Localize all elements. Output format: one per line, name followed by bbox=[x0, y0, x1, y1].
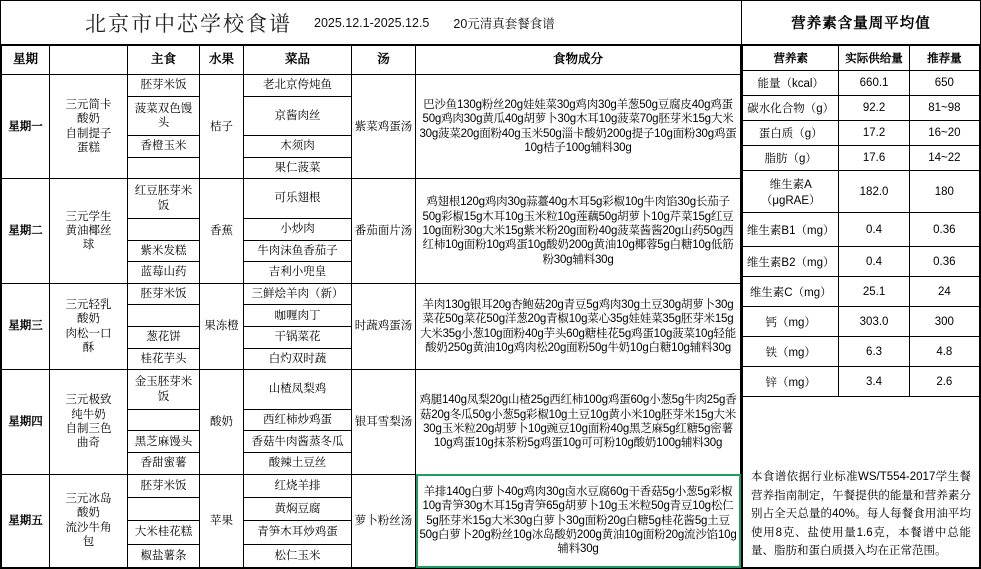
dessert-cell: 三元极致 纯牛奶 自制三色 曲奇 bbox=[50, 370, 128, 474]
nutrient-name: 碳水化合物（g） bbox=[743, 96, 839, 121]
page-title: 北京市中芯学校食谱 bbox=[85, 11, 292, 36]
menu-header bbox=[1, 1, 741, 45]
nutrient-recommended: 81~98 bbox=[909, 96, 979, 121]
nutrition-header-row bbox=[743, 46, 980, 71]
fruit-cell: 桔子 bbox=[200, 75, 244, 179]
staple-item bbox=[128, 497, 200, 520]
staple-item: 菠菜双色馒头 bbox=[128, 96, 200, 136]
nutrition-panel bbox=[741, 0, 981, 569]
col-header-nutrient: 营养素 bbox=[743, 46, 839, 71]
staple-item: 蓝莓山药 bbox=[128, 262, 200, 284]
ingredients-cell: 鸡腿140g凤梨20g山楂25g西红柿100g鸡蛋60g小葱5g牛肉25g香菇20g冬瓜50g小葱5g彩椒10g土豆10g黄小米10g胚芽米15g大米30g玉米粒20g胡萝卜10g豌豆10g面粉40g黑芝麻5g红糖5g密薯10g鸡蛋10g抹茶粉5g鸡蛋10g可可粉10g酸奶100g辅料30g bbox=[416, 370, 741, 474]
nutrient-recommended: 24 bbox=[909, 277, 979, 307]
set-meal-label: 20元清真套餐食谱 bbox=[453, 16, 555, 31]
staple-item: 桂花芋头 bbox=[128, 348, 200, 370]
nutrient-recommended: 16~20 bbox=[909, 121, 979, 146]
dish-item: 青笋木耳炒鸡蛋 bbox=[244, 521, 352, 544]
ingredients-cell-highlighted: 羊排140g白萝卜40g鸡肉30g卤水豆腐60g干香菇5g小葱5g彩椒10g青笋30g木耳15g青笋65g胡萝卜10g玉米粒50g青豆10g松仁5g胚芽米15g大米30g白萝卜30g面粉20g白糖5g桂花酱5g土豆50g白萝卜20g粉丝10g冰岛酸奶200g黄油10g面粉20g流沙馅10g辅料30g bbox=[416, 474, 741, 567]
table-row bbox=[2, 179, 741, 219]
col-header-fruit: 水果 bbox=[200, 46, 244, 75]
nutrient-name: 能量（kcal） bbox=[743, 71, 839, 96]
fruit-cell: 香蕉 bbox=[200, 179, 244, 283]
day-label: 星期四 bbox=[2, 370, 50, 474]
dish-item: 松仁玉米 bbox=[244, 544, 352, 567]
dish-item: 山楂凤梨鸡 bbox=[244, 370, 352, 410]
day-label: 星期五 bbox=[2, 474, 50, 567]
nutrient-actual: 182.0 bbox=[839, 171, 909, 213]
dish-item: 白灼双时蔬 bbox=[244, 348, 352, 370]
table-row bbox=[2, 370, 741, 410]
ingredients-cell: 巴沙鱼130g粉丝20g娃娃菜30g鸡肉30g羊葱50g豆腐皮40g鸡蛋50g鸡肉30g黄瓜40g胡萝卜30g木耳10g菠菜70g胚芽米15g大米30g菠菜20g面粉40g玉米50g淄卡酸奶200g提子10g面粉30g鸡蛋10g桔子100g辅料30g bbox=[416, 75, 741, 179]
nutrient-actual: 17.6 bbox=[839, 146, 909, 171]
dish-item: 干锅菜花 bbox=[244, 327, 352, 349]
dish-item: 咖喱肉丁 bbox=[244, 305, 352, 327]
table-row bbox=[743, 171, 980, 213]
nutrient-actual: 25.1 bbox=[839, 277, 909, 307]
table-row bbox=[743, 71, 980, 96]
nutrient-recommended: 0.36 bbox=[909, 213, 979, 247]
staple-item bbox=[128, 409, 200, 431]
staple-item: 胚芽米饭 bbox=[128, 283, 200, 305]
staple-item: 胚芽米饭 bbox=[128, 474, 200, 497]
staple-item: 香橙玉米 bbox=[128, 136, 200, 158]
soup-cell: 番茄面片汤 bbox=[352, 179, 416, 283]
col-header-dish: 菜品 bbox=[244, 46, 352, 75]
soup-cell: 时蔬鸡蛋汤 bbox=[352, 283, 416, 370]
col-header-actual: 实际供给量 bbox=[839, 46, 909, 71]
nutrient-name: 钙（mg） bbox=[743, 307, 839, 337]
dish-item: 果仁菠菜 bbox=[244, 157, 352, 179]
nutrient-name: 锌（mg） bbox=[743, 367, 839, 397]
staple-item: 紫米发糕 bbox=[128, 240, 200, 262]
date-range: 2025.12.1-2025.12.5 bbox=[314, 15, 430, 30]
fruit-cell: 酸奶 bbox=[200, 370, 244, 474]
dish-item: 老北京侉炖鱼 bbox=[244, 75, 352, 97]
ingredients-cell: 羊肉130g银耳20g杏鲍菇20g青豆5g鸡肉30g土豆30g胡萝卜30g菜花50g菜花50g洋葱20g青椒10g菜心35g娃娃菜35g胚芽米15g大米35g小葱10g面粉40g芋头60g糖桂花5g鸡蛋10g菠菜10g轻能酸奶250g黄油10g鸡肉松20g面粉50g牛奶10g白糖10g辅料30g bbox=[416, 283, 741, 370]
table-row bbox=[743, 307, 980, 337]
dish-item: 西红柿炒鸡蛋 bbox=[244, 409, 352, 431]
dessert-cell: 三元轻乳 酸奶 肉松一口 酥 bbox=[50, 283, 128, 370]
ingredients-cell: 鸡翅根120g鸡肉30g蒜薹40g木耳5g彩椒10g牛肉馅30g长茄子50g彩椒15g木耳10g玉米粒10g莲藕50g胡萝卜10g芹菜15g红豆10g面粉30g大米15g紫米粉20g面粉40g菠菜酱酱20g山药50g西红柿10g面粉10g鸡蛋10g酸奶200g黄油10g椰蓉5g白糖10g低筋粉30g辅料30g bbox=[416, 179, 741, 283]
fruit-cell: 果冻橙 bbox=[200, 283, 244, 370]
dish-item: 三鲜烩羊肉（新） bbox=[244, 283, 352, 305]
nutrition-note-text: 本食谱依据行业标准WS/T554-2017学生餐营养指南制定，午餐提供的能量和营养素分别占全天总量的40%。每人每餐食用油平均使用8克、盐使用量1.6克，本餐谱中总能量、脂肪和蛋白质摄入均在正常范围。 bbox=[751, 470, 971, 558]
table-row bbox=[2, 474, 741, 497]
nutrient-recommended: 4.8 bbox=[909, 337, 979, 367]
dish-item: 小炒肉 bbox=[244, 218, 352, 240]
staple-item: 红豆胚芽米饭 bbox=[128, 179, 200, 219]
dish-item: 酸辣土豆丝 bbox=[244, 453, 352, 475]
table-row bbox=[743, 337, 980, 367]
col-header-staple: 主食 bbox=[128, 46, 200, 75]
nutrient-recommended: 2.6 bbox=[909, 367, 979, 397]
nutrient-actual: 660.1 bbox=[839, 71, 909, 96]
dish-item: 吉利小兜皇 bbox=[244, 262, 352, 284]
nutrient-recommended: 180 bbox=[909, 171, 979, 213]
dish-item: 京酱肉丝 bbox=[244, 96, 352, 136]
nutrient-actual: 6.3 bbox=[839, 337, 909, 367]
fruit-cell: 苹果 bbox=[200, 474, 244, 567]
dish-item: 红烧羊排 bbox=[244, 474, 352, 497]
dessert-cell: 三元冰岛 酸奶 流沙牛角 包 bbox=[50, 474, 128, 567]
col-header-day: 星期 bbox=[2, 46, 50, 75]
staple-item: 椒盐薯条 bbox=[128, 544, 200, 567]
dessert-cell: 三元简卡 酸奶 自制提子 蛋糕 bbox=[50, 75, 128, 179]
nutrition-table bbox=[742, 45, 980, 397]
nutrient-name: 铁（mg） bbox=[743, 337, 839, 367]
table-row bbox=[743, 213, 980, 247]
nutrient-recommended: 0.36 bbox=[909, 247, 979, 277]
nutrient-recommended: 650 bbox=[909, 71, 979, 96]
nutrient-recommended: 14~22 bbox=[909, 146, 979, 171]
table-row bbox=[743, 146, 980, 171]
table-row bbox=[743, 96, 980, 121]
soup-cell: 萝卜粉丝汤 bbox=[352, 474, 416, 567]
nutrition-note bbox=[742, 397, 980, 568]
day-label: 星期三 bbox=[2, 283, 50, 370]
day-label: 星期二 bbox=[2, 179, 50, 283]
nutrient-name: 蛋白质（g） bbox=[743, 121, 839, 146]
day-label: 星期一 bbox=[2, 75, 50, 179]
nutrient-name: 维生素A（μgRAE） bbox=[743, 171, 839, 213]
staple-item: 香甜蜜薯 bbox=[128, 453, 200, 475]
nutrient-name: 维生素C（mg） bbox=[743, 277, 839, 307]
nutrient-actual: 0.4 bbox=[839, 247, 909, 277]
staple-item bbox=[128, 305, 200, 327]
nutrition-title: 营养素含量周平均值 bbox=[742, 1, 980, 45]
table-row bbox=[2, 75, 741, 97]
table-row bbox=[743, 121, 980, 146]
table-row bbox=[2, 283, 741, 305]
nutrient-actual: 0.4 bbox=[839, 213, 909, 247]
nutrient-name: 维生素B2（mg） bbox=[743, 247, 839, 277]
staple-item: 金玉胚芽米饭 bbox=[128, 370, 200, 410]
soup-cell: 银耳雪梨汤 bbox=[352, 370, 416, 474]
staple-item: 胚芽米饭 bbox=[128, 75, 200, 97]
staple-item bbox=[128, 157, 200, 179]
dessert-cell: 三元学生 黄油椰丝 球 bbox=[50, 179, 128, 283]
dish-item: 黄焖豆腐 bbox=[244, 497, 352, 520]
dish-item: 香菇牛肉酱蒸冬瓜 bbox=[244, 431, 352, 453]
nutrient-actual: 3.4 bbox=[839, 367, 909, 397]
dish-item: 木须肉 bbox=[244, 136, 352, 158]
col-header-ingredients: 食物成分 bbox=[416, 46, 741, 75]
nutrient-recommended: 300 bbox=[909, 307, 979, 337]
menu-table-header-row bbox=[2, 46, 741, 75]
staple-item bbox=[128, 218, 200, 240]
nutrient-actual: 17.2 bbox=[839, 121, 909, 146]
nutrient-name: 维生素B1（mg） bbox=[743, 213, 839, 247]
nutrient-name: 脂肪（g） bbox=[743, 146, 839, 171]
col-header-dessert bbox=[50, 46, 128, 75]
table-row bbox=[743, 277, 980, 307]
nutrient-actual: 303.0 bbox=[839, 307, 909, 337]
table-row bbox=[743, 367, 980, 397]
soup-cell: 紫菜鸡蛋汤 bbox=[352, 75, 416, 179]
table-row bbox=[743, 247, 980, 277]
dish-item: 可乐翅根 bbox=[244, 179, 352, 219]
staple-item: 黑芝麻馒头 bbox=[128, 431, 200, 453]
staple-item: 大米桂花糕 bbox=[128, 521, 200, 544]
nutrient-actual: 92.2 bbox=[839, 96, 909, 121]
col-header-soup: 汤 bbox=[352, 46, 416, 75]
staple-item: 葱花饼 bbox=[128, 327, 200, 349]
menu-table bbox=[1, 45, 741, 568]
col-header-recommended: 推荐量 bbox=[909, 46, 979, 71]
dish-item: 牛肉沫鱼香茄子 bbox=[244, 240, 352, 262]
